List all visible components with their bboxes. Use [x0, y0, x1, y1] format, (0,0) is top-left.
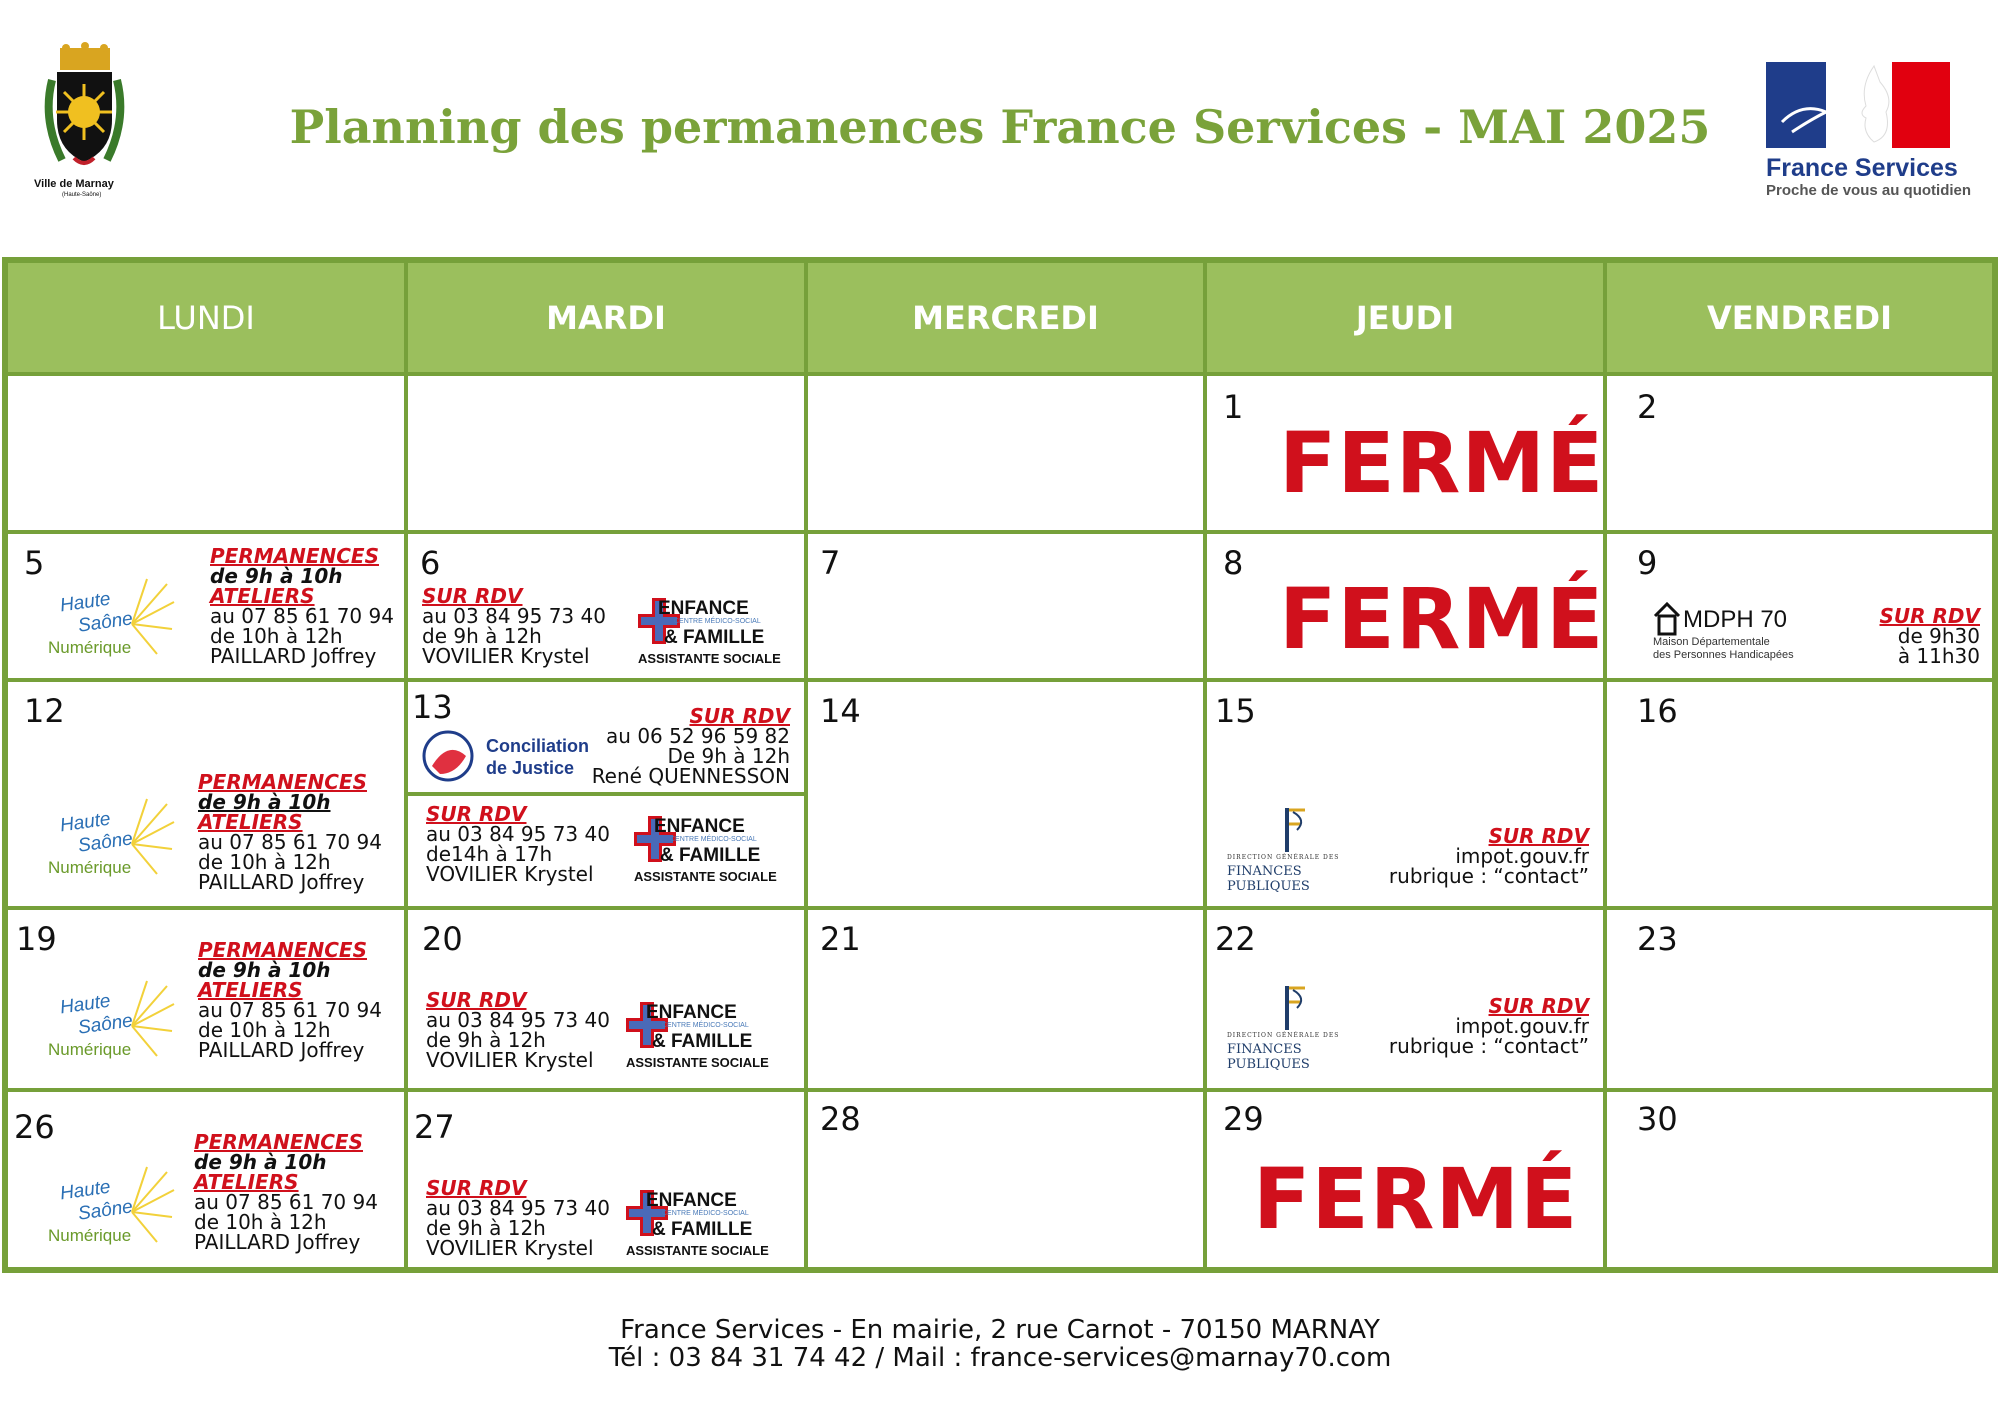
footer-contact — [0, 1316, 2000, 1372]
numerique-info — [210, 546, 394, 666]
day-cell-empty — [806, 374, 1205, 532]
cj-logo-line1: Conciliation — [486, 736, 589, 756]
hours: de 9h à 12h — [422, 624, 542, 648]
impots-info — [1389, 996, 1589, 1056]
hs-logo-line2: Saône — [76, 1196, 135, 1225]
ef-logo-line4: ASSISTANTE SOCIALE — [626, 1055, 769, 1070]
ef-logo-line2: CENTRE MÉDICO-SOCIAL — [674, 618, 761, 625]
day-number: 13 — [412, 688, 453, 726]
ef-logo-line3: & FAMILLE — [652, 1031, 753, 1052]
day-header-mercredi: MERCREDI — [806, 261, 1205, 374]
day-number: 22 — [1215, 920, 1256, 958]
social-info — [426, 804, 610, 884]
social-info — [422, 586, 606, 666]
phone: au 03 84 95 73 40 — [426, 1196, 610, 1220]
person: VOVILIER Krystel — [426, 862, 594, 886]
ef-logo-line2: CENTRE MÉDICO-SOCIAL — [670, 836, 757, 843]
conciliation-justice-logo — [422, 730, 592, 790]
fp-logo-line1: DIRECTION GÉNÉRALE DES — [1227, 1032, 1340, 1039]
sur-rdv-label: SUR RDV — [1879, 604, 1980, 628]
day-cell-6 — [406, 532, 806, 680]
rubrique: rubrique : “contact” — [1388, 864, 1589, 888]
ateliers-label: ATELIERS — [198, 978, 303, 1002]
marianne-flag-icon — [1762, 62, 1952, 150]
phone: au 03 84 95 73 40 — [426, 1008, 610, 1032]
mdph-logo-name: MDPH 70 — [1683, 606, 1788, 633]
ef-logo-line2: CENTRE MÉDICO-SOCIAL — [662, 1210, 749, 1217]
ateliers-label: ATELIERS — [194, 1170, 299, 1194]
enfance-famille-logo — [624, 1000, 774, 1072]
hours: de 9h à 12h — [426, 1216, 546, 1240]
day-number: 27 — [414, 1108, 455, 1146]
mdph-logo-subtitle — [1653, 636, 1794, 662]
mdph-info — [1880, 606, 1981, 666]
fp-logo-line2: FINANCES PUBLIQUES — [1227, 864, 1310, 894]
day-cell-8 — [1205, 532, 1605, 680]
phone: au 03 84 95 73 40 — [422, 604, 606, 628]
day-number: 21 — [820, 920, 861, 958]
ef-logo-line4: ASSISTANTE SOCIALE — [626, 1243, 769, 1258]
sur-rdv-label: SUR RDV — [1488, 824, 1589, 848]
marnay-logo-text: Ville de Marnay — [34, 178, 114, 190]
phone: au 07 85 61 70 94 — [198, 998, 382, 1022]
ateliers-label: ATELIERS — [210, 584, 315, 608]
numerique-info — [198, 940, 382, 1060]
day-cell-5 — [6, 532, 406, 680]
day-cell-29 — [1205, 1090, 1605, 1269]
ef-logo-line3: & FAMILLE — [660, 845, 761, 866]
mdph-logo-sub2: des Personnes Handicapées — [1653, 649, 1794, 661]
person: VOVILIER Krystel — [426, 1236, 594, 1260]
enfance-famille-logo — [624, 1188, 774, 1260]
social-info — [426, 1178, 610, 1258]
hs-logo-line3: Numérique — [48, 1040, 132, 1059]
hs-logo-line3: Numérique — [48, 858, 132, 877]
day-number: 12 — [24, 692, 65, 730]
ef-logo-line1: ENFANCE — [658, 598, 749, 619]
mdph-logo — [1653, 602, 1823, 672]
day-cell-2 — [1605, 374, 1994, 532]
sur-rdv-label: SUR RDV — [689, 704, 790, 728]
day-cell-13-afternoon — [406, 794, 806, 908]
day-number: 26 — [14, 1108, 55, 1146]
ef-logo-line1: ENFANCE — [646, 1002, 737, 1023]
day-number: 15 — [1215, 692, 1256, 730]
fp-logo-line1: DIRECTION GÉNÉRALE DES — [1227, 854, 1340, 861]
ef-logo-line2: CENTRE MÉDICO-SOCIAL — [662, 1022, 749, 1029]
marnay-logo-subtext: (Haute-Saône) — [62, 192, 102, 198]
person: PAILLARD Joffrey — [194, 1230, 361, 1254]
hours: de 9h à 12h — [426, 1028, 546, 1052]
permanences-label: PERMANENCES — [198, 938, 367, 962]
hours: de 10h à 12h — [198, 1018, 331, 1042]
hs-logo-line1: Haute — [58, 990, 112, 1019]
hours: de 10h à 12h — [210, 624, 343, 648]
day-cell-27 — [406, 1090, 806, 1269]
house-icon — [1653, 602, 1681, 638]
day-number: 8 — [1223, 544, 1244, 582]
closed-label: FERMÉ — [1253, 1150, 1579, 1248]
permanences-time: de 9h à 10h — [194, 1150, 327, 1174]
numerique-info — [198, 772, 382, 892]
ef-logo-line1: ENFANCE — [646, 1190, 737, 1211]
day-cell-16 — [1605, 680, 1994, 908]
closed-label: FERMÉ — [1279, 414, 1605, 512]
permanences-label: PERMANENCES — [198, 770, 367, 794]
closed-label: FERMÉ — [1279, 570, 1605, 668]
ef-logo-line3: & FAMILLE — [652, 1219, 753, 1240]
hours: De 9h à 12h — [667, 744, 790, 768]
day-cell-12 — [6, 680, 406, 908]
day-cell-30 — [1605, 1090, 1994, 1269]
cj-logo-line2: de Justice — [486, 758, 575, 778]
day-cell-empty — [6, 374, 406, 532]
day-cell-23 — [1605, 908, 1994, 1090]
impots-info — [1389, 826, 1589, 886]
hours: de 10h à 12h — [194, 1210, 327, 1234]
finances-publiques-logo — [1227, 806, 1377, 894]
day-cell-22 — [1205, 908, 1605, 1090]
day-header-jeudi: JEUDI — [1205, 261, 1605, 374]
day-number: 6 — [420, 544, 441, 582]
permanences-label: PERMANENCES — [210, 544, 379, 568]
day-header-vendredi: VENDREDI — [1605, 261, 1994, 374]
finances-publiques-logo — [1227, 984, 1377, 1072]
haute-saone-numerique-logo — [42, 794, 177, 884]
day-number: 19 — [16, 920, 57, 958]
day-number: 20 — [422, 920, 463, 958]
hours: de14h à 17h — [426, 842, 553, 866]
day-cell-15 — [1205, 680, 1605, 908]
enfance-famille-logo — [636, 596, 786, 668]
france-services-logo — [1762, 62, 1972, 202]
day-number: 2 — [1637, 388, 1658, 426]
person: PAILLARD Joffrey — [198, 870, 365, 894]
permanences-time: de 9h à 10h — [198, 958, 331, 982]
day-cell-empty — [406, 374, 806, 532]
day-number: 29 — [1223, 1100, 1264, 1138]
person: VOVILIER Krystel — [422, 644, 590, 668]
hs-logo-line3: Numérique — [48, 1226, 132, 1245]
hours: de 10h à 12h — [198, 850, 331, 874]
conciliation-seal-icon — [422, 730, 478, 786]
ef-logo-line4: ASSISTANTE SOCIALE — [634, 869, 777, 884]
rubrique: rubrique : “contact” — [1388, 1034, 1589, 1058]
day-number: 5 — [24, 544, 45, 582]
day-cell-14 — [806, 680, 1205, 908]
finances-publiques-emblem-icon — [1267, 806, 1327, 854]
sur-rdv-label: SUR RDV — [426, 988, 527, 1012]
social-info — [426, 990, 610, 1070]
day-number: 30 — [1637, 1100, 1678, 1138]
hours-start: de 9h30 — [1897, 624, 1980, 648]
phone: au 03 84 95 73 40 — [426, 822, 610, 846]
website: impot.gouv.fr — [1455, 1014, 1589, 1038]
day-cell-19 — [6, 908, 406, 1090]
person: PAILLARD Joffrey — [198, 1038, 365, 1062]
france-services-logo-name: France Services — [1766, 154, 1958, 182]
ef-logo-line1: ENFANCE — [654, 816, 745, 837]
day-cell-7 — [806, 532, 1205, 680]
hs-logo-line1: Haute — [58, 808, 112, 837]
day-number: 23 — [1637, 920, 1678, 958]
sur-rdv-label: SUR RDV — [1488, 994, 1589, 1018]
phone: au 07 85 61 70 94 — [194, 1190, 378, 1214]
hs-logo-line2: Saône — [76, 1010, 135, 1039]
day-number: 9 — [1637, 544, 1658, 582]
phone: au 07 85 61 70 94 — [210, 604, 394, 628]
ef-logo-line4: ASSISTANTE SOCIALE — [638, 651, 781, 666]
day-cell-26 — [6, 1090, 406, 1269]
mdph-logo-sub1: Maison Départementale — [1653, 636, 1770, 648]
day-header-lundi: LUNDI — [6, 261, 406, 374]
haute-saone-numerique-logo — [42, 1162, 177, 1252]
person: VOVILIER Krystel — [426, 1048, 594, 1072]
day-header-mardi: MARDI — [406, 261, 806, 374]
hs-logo-line3: Numérique — [48, 638, 132, 657]
day-cell-13-morning — [406, 680, 806, 794]
sur-rdv-label: SUR RDV — [426, 1176, 527, 1200]
day-number: 1 — [1223, 388, 1244, 426]
person: René QUENNESSON — [591, 764, 790, 788]
hs-logo-line1: Haute — [58, 1176, 112, 1205]
france-services-logo-tagline: Proche de vous au quotidien — [1766, 182, 1972, 199]
sur-rdv-label: SUR RDV — [426, 802, 527, 826]
finances-publiques-emblem-icon — [1267, 984, 1327, 1032]
haute-saone-numerique-logo — [42, 574, 177, 664]
permanences-label: PERMANENCES — [194, 1130, 363, 1154]
phone: au 07 85 61 70 94 — [198, 830, 382, 854]
day-cell-20 — [406, 908, 806, 1090]
person: PAILLARD Joffrey — [210, 644, 377, 668]
hs-logo-line2: Saône — [76, 828, 135, 857]
website: impot.gouv.fr — [1455, 844, 1589, 868]
haute-saone-numerique-logo — [42, 976, 177, 1066]
permanences-time: de 9h à 10h — [210, 564, 343, 588]
hours-end: à 11h30 — [1897, 644, 1980, 668]
ateliers-label: ATELIERS — [198, 810, 303, 834]
day-number: 14 — [820, 692, 861, 730]
phone: au 06 52 96 59 82 — [606, 724, 790, 748]
ef-logo-line3: & FAMILLE — [664, 627, 765, 648]
sur-rdv-label: SUR RDV — [422, 584, 523, 608]
fp-logo-line2: FINANCES PUBLIQUES — [1227, 1042, 1310, 1072]
day-number: 16 — [1637, 692, 1678, 730]
day-cell-1 — [1205, 374, 1605, 532]
permanences-time: de 9h à 10h — [198, 790, 331, 814]
hs-logo-line2: Saône — [76, 608, 135, 637]
hs-logo-line1: Haute — [58, 588, 112, 617]
footer-phone-mail: Tél : 03 84 31 74 42 / Mail : france-services@marnay70.com — [608, 1343, 1392, 1373]
day-cell-9 — [1605, 532, 1994, 680]
day-number: 7 — [820, 544, 841, 582]
day-number: 28 — [820, 1100, 861, 1138]
page-title: Planning des permanences France Services - MAI 2025 — [289, 100, 1711, 154]
conciliation-info — [592, 706, 790, 786]
numerique-info — [194, 1132, 378, 1252]
calendar-grid — [2, 257, 1998, 1273]
day-cell-21 — [806, 908, 1205, 1090]
day-cell-28 — [806, 1090, 1205, 1269]
footer-address: France Services - En mairie, 2 rue Carnot - 70150 MARNAY — [620, 1315, 1380, 1345]
enfance-famille-logo — [632, 814, 782, 886]
